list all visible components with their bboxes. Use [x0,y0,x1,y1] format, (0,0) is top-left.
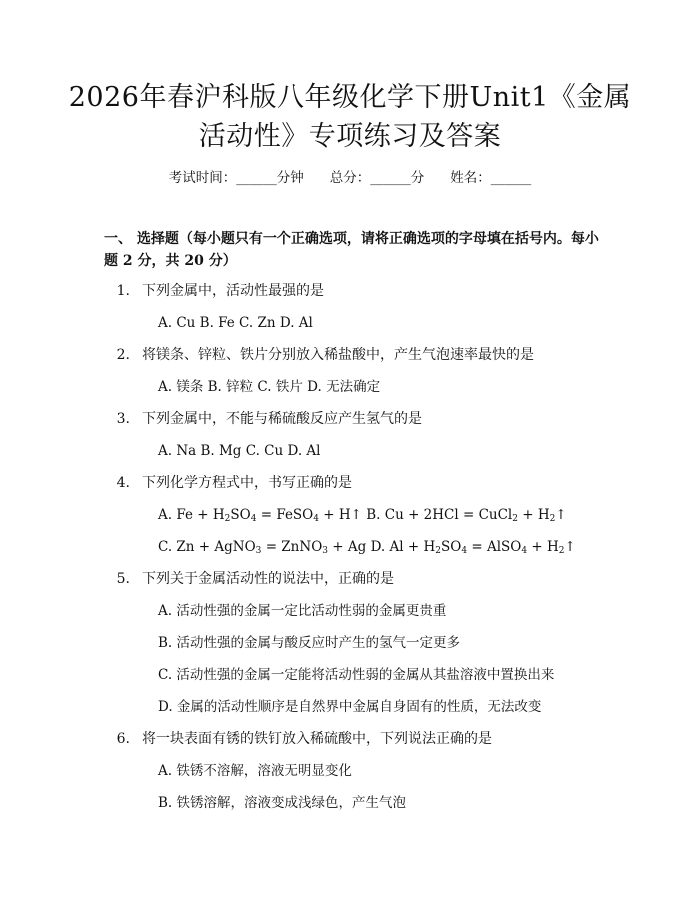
question-stem: 下列化学方程式中，书写正确的是 [142,475,352,491]
question-2 [104,345,534,365]
question-stem: 下列关于金属活动性的说法中，正确的是 [142,571,394,587]
question-4-options-ab: A. $Fe + H_2SO_4$ = FeSO$_4$ + H↑ B. Cu + 2HCl = CuCl$_2$ + $H_2↑$ [158,507,567,524]
question-number: 1. [116,283,130,299]
question-5 [104,569,394,589]
question-5-option-b: B. 活动性强的金属与酸反应时产生的氢气一定更多 [158,635,461,651]
question-number: 2. [116,347,130,363]
question-number: 4. [116,475,130,491]
question-number: 6. [116,731,130,747]
question-number: 5. [116,571,130,587]
question-3 [104,409,422,429]
question-5-option-c: C. 活动性强的金属一定能将活动性弱的金属从其盐溶液中置换出来 [158,667,555,683]
section-heading: 一、 选择题（每小题只有一个正确选项，请将正确选项的字母填在括号内。每小题 2 分，共 20 分） [104,231,599,269]
question-1-options: A. Cu B. Fe C. Zn D. Al [158,315,313,331]
question-5-option-a: A. 活动性强的金属一定比活动性弱的金属更贵重 [158,603,447,619]
question-1 [104,281,324,301]
question-4 [104,473,352,493]
student-name-label: 姓名：______ [450,170,532,186]
question-3-options: A. Na B. Mg C. Cu D. Al [158,443,321,459]
exam-meta [0,168,700,188]
question-stem: 将一块表面有锈的铁钉放入稀硫酸中，下列说法正确的是 [142,731,492,747]
exam-time-label: 考试时间：______分钟 [168,170,304,186]
question-stem: 将镁条、锌粒、铁片分别放入稀盐酸中，产生气泡速率最快的是 [142,347,534,363]
total-score-label: 总分：______分 [329,170,425,186]
question-number: 3. [116,411,130,427]
question-stem: 下列金属中，不能与稀硫酸反应产生氢气的是 [142,411,422,427]
question-6-option-a: A. 铁锈不溶解，溶液无明显变化 [158,763,352,779]
document-title: 2026年春沪科版八年级化学下册Unit1《金属活动性》专项练习及答案 [68,82,632,152]
question-2-options: A. 镁条 B. 锌粒 C. 铁片 D. 无法确定 [158,379,381,395]
question-stem: 下列金属中，活动性最强的是 [142,283,324,299]
question-6 [104,729,492,749]
question-5-option-d: D. 金属的活动性顺序是自然界中金属自身固有的性质，无法改变 [158,699,542,715]
question-4-options-cd: C. Zn + AgNO$_3$ = ZnNO$_3$ + Ag D. $Al + H_2SO_4$ = AlSO$_4$ + $H_2↑$ [158,539,576,556]
question-6-option-b: B. 铁锈溶解，溶液变成浅绿色，产生气泡 [158,795,407,811]
